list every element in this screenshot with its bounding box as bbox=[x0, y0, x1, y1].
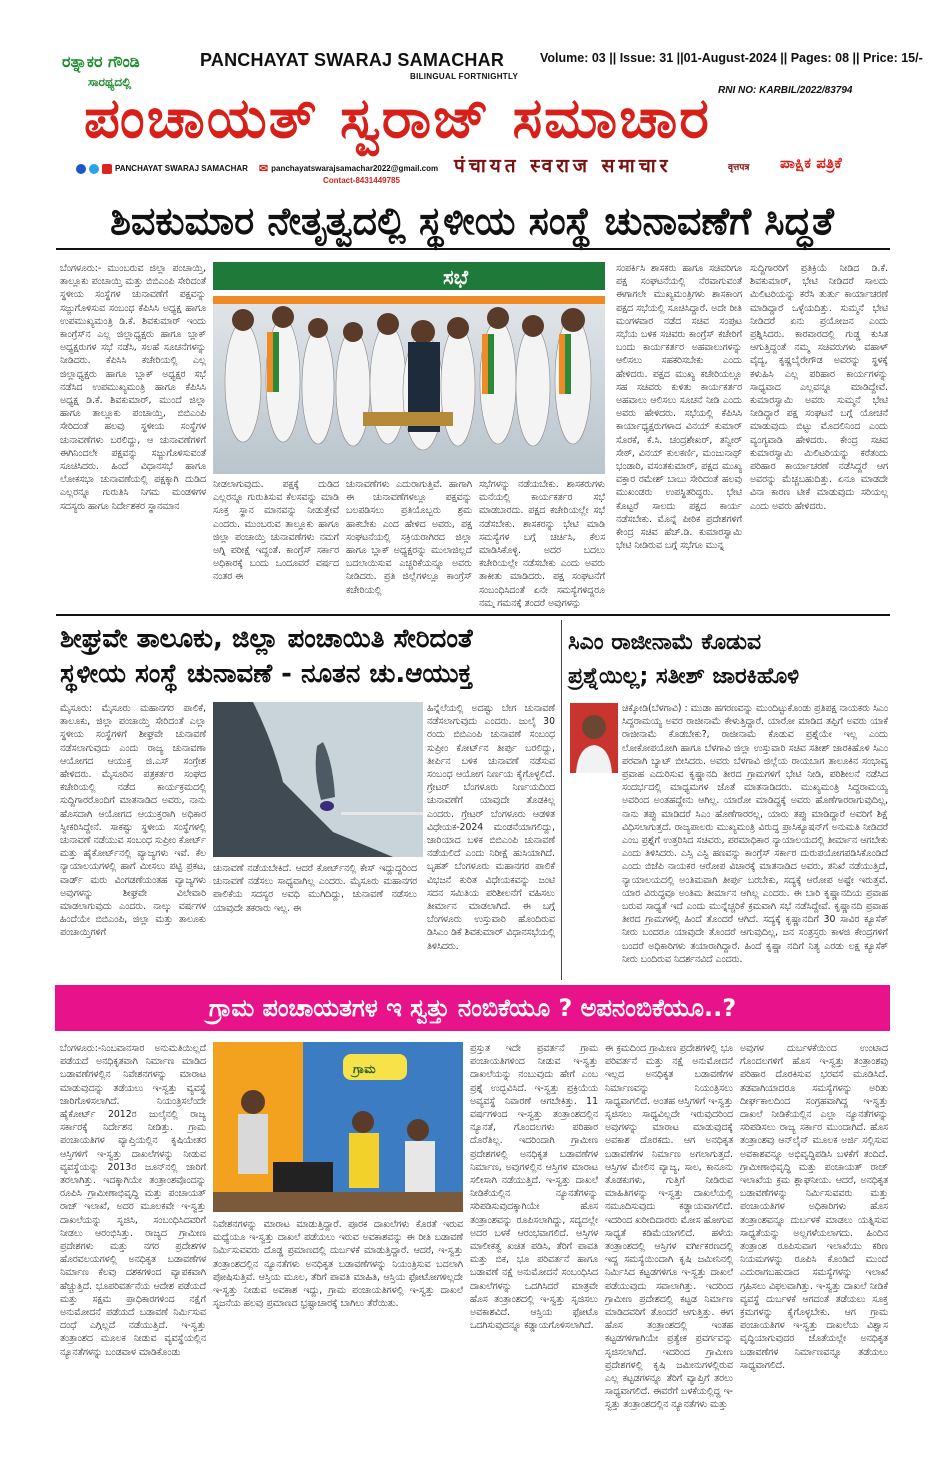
story1-col4: ಸಭೆಗಳನ್ನು ನಡೆಯಬೇಕು. ಶಾಸಕರುಗಳು ಮನೆಯಲ್ಲಿ ಕಾರ್ಯಕರ್ತರ ಸಭೆ ಮಾಡಬಾರದು. ಪಕ್ಷದ ಕಚೇರಿಯಲ್ಲೇ ಸಭೆ ನಡೆಸಬೇಕು. ಶಾಸಕರನ್ನು ಭೇಟಿ ಮಾಡಿ ಸಮಸ್ಯೆಗಳ ಬಗ್ಗೆ ಚರ್ಚಿಸಿ, ಕೆಲಸ ಮಾಡಿಸಿಕೊಳ್ಳಿ. ಅದರ ಬದಲು ಕಚೇರಿಯಲ್ಲೇ ನಡೆಸಬೇಕು ಎಂದು ಅವರು ತಾಕೀತು ಮಾಡಿದರು. ಪಕ್ಷ ಸಂಘಟನೆಗೆ ಸಂಬಂಧಿಸಿದಂತೆ ಏನೇ ಸಮಸ್ಯೆಗಳಿದ್ದರೂ ನಮ್ಮ ಗಮನಕ್ಕೆ ತಂದರೆ ಅವುಗಳನ್ನು bbox=[479, 479, 605, 608]
divider bbox=[56, 248, 890, 250]
story4-col4: ಈ ಕ್ರಮದಿಂದ ಗ್ರಾಮೀಣ ಪ್ರದೇಶಗಳಲ್ಲಿ ಭೂ ಪರಿವರ್ತನೆ ಮತ್ತು ನಕ್ಷೆ ಅನುಮೋದನೆ ಇಲ್ಲದ ಅನಧಿಕೃತ ಬಡಾವಣೆಗಳ ನಿರ್ಮಾಣವನ್ನು ನಿಯಂತ್ರಿಸಲು ಸಾಧ್ಯವಾಗಲಿದೆ. ಅಂತಹ ಆಸ್ತಿಗಳಿಗೆ ಇ-ಸ್ವತ್ತು ಸೃಜಿಸಲು ಸಾಧ್ಯವಿಲ್ಲದೇ ಇರುವುದರಿಂದ ಅವುಗಳನ್ನು ಮಾರಾಟ ಮಾಡುವುದಕ್ಕೆ ಅವಕಾಶ ದೊರಕದು. ಆಗ ಅನಧಿಕೃತ ಬಡಾವಣೆಗಳ ನಿರ್ಮಾಣ ಅಗಲಾಗುತ್ತದೆ. ಆಸ್ತಿಗಳ ಮೇಲಿನ ವ್ಯಾಜ್ಯ, ಸಾಲ, ಕಾನೂನು ತೊಡಕುಗಳು, ಗುತ್ತಿಗೆ ನೀಡಿರುವ ಮಾಹಿತಿಗಳನ್ನು ಇ-ಸ್ವತ್ತು ದಾಖಲೆಯಲ್ಲಿ ನಮೂದಿಸುವುದು ಕಡ್ಡಾಯವಾಗಲಿದೆ. ಇದರಿಂದ ಖರೀದಿದಾರರು ಮೋಸ ಹೋಗುವ ಸಾಧ್ಯತೆ ಕಡಿಮೆಯಾಗಲಿದೆ. ಹಳೆಯ ತಂತ್ರಾಂಶದಲ್ಲಿ ಆಸ್ತಿಗಳ ವರ್ಗೀಕರಣದಲ್ಲಿ ಇದ್ದ ಸಮಸ್ಯೆಯಿಂದಾಗಿ ಕೃಷಿ ಜಮೀನಿನಲ್ಲಿ ನಿರ್ಮಿಸಿದ ಕಟ್ಟಡಗಳಿಗೂ ಇ-ಸ್ವತ್ತು ದಾಖಲೆ ಪಡೆಯುವುದು ಸವಾಲಾಗಿತ್ತು. ಇದರಿಂದ ಗ್ರಾಮೀಣ ಪ್ರದೇಶದಲ್ಲಿ ಕಟ್ಟಡ ನಿರ್ಮಾಣ ಮಾಡಿದವರಿಗೆ ತೊಂದರೆ ಆಗುತ್ತಿತ್ತು. ಈಗ ಹೊಸ ತಂತ್ರಾಂಶದಲ್ಲಿ ಇಂತಹ ಕಟ್ಟಡಗಳಿಗಾಗಿಯೇ ಪ್ರತ್ಯೇಕ ಪ್ರವರ್ಗವನ್ನು ಸೃಜಿಸಲಾಗಿದೆ. ಇದರಿಂದ ಗ್ರಾಮೀಣ ಪ್ರದೇಶಗಳಲ್ಲಿ ಕೃಷಿ ಜಮೀನುಗಳಲ್ಲಿರುವ ಎಲ್ಲ ಕಟ್ಟಡಗಳನ್ನೂ ತೆರಿಗೆ ವ್ಯಾಪ್ತಿಗೆ ತರಲು ಸಾಧ್ಯವಾಗಲಿದೆ. ಈವರೆಗೆ ಬಳಕೆಯಲ್ಲಿದ್ದ ಇ-ಸ್ವತ್ತು ತಂತ್ರಾಂಶದಲ್ಲಿನ ನ್ಯೂನತೆಗಳು ಮತ್ತು bbox=[605, 1043, 733, 1411]
fortnightly-label: ಪಾಕ್ಷಿಕ ಪತ್ರಿಕೆ bbox=[780, 154, 842, 172]
story1-headline: ಶಿವಕುಮಾರ ನೇತೃತ್ವದಲ್ಲಿ ಸ್ಥಳೀಯ ಸಂಸ್ಥೆ ಚುನಾವಣೆಗೆ ಸಿದ್ಧತೆ bbox=[110, 199, 834, 243]
minister-portrait bbox=[570, 703, 618, 773]
social-links bbox=[76, 162, 438, 175]
twitter-icon[interactable] bbox=[89, 164, 99, 174]
story4-headline: ಗ್ರಾಮ ಪಂಚಾಯತಗಳ ಇ ಸ್ವತ್ತು ನಂಬಿಕೆಯೂ ? ಅಪನಂಬಿಕೆಯೂ..? bbox=[55, 985, 890, 1031]
story4-col1: ಬೆಂಗಳೂರು:-ನಿಂಬವಾನಸಾರ ಅನುಮತಿಯಿಲ್ಲದೆ ಪಡೆಯದೆ ಅನಧಿಕೃತವಾಗಿ ನಿರ್ಮಾಣ ಮಾಡಿದ ಬಡಾವಣೆಗಳಲ್ಲಿನ ನಿವೇಶನಗಳನ್ನು ಮಾರಾಟ ಮಾಡುವುದನ್ನು ತಡೆಯಲು ಇ-ಸ್ವತ್ತು ವ್ಯವಸ್ಥೆ ಜಾರಿಗೊಳಿಸಲಾಗಿದೆ. ನಿಯಂತ್ರಿಸಲೆಂದೇ ಹೈಕೋರ್ಟ್ 2012ರ ಜುಲೈನಲ್ಲಿ ರಾಜ್ಯ ಸರ್ಕಾರಕ್ಕೆ ನಿರ್ದೇಶನ ನೀಡಿತ್ತು. ಗ್ರಾಮ ಪಂಚಾಯತಿಗಳ ವ್ಯಾಪ್ತಿಯಲ್ಲಿನ ಕೃಷಿಯೇತರ ಆಸ್ತಿಗಳಿಗೆ ಇ-ಸ್ವತ್ತು ದಾಖಲೆಗಳನ್ನು ನೀಡುವ ವ್ಯವಸ್ಥೆಯನ್ನು 2013ರ ಜೂನ್‌ನಲ್ಲಿ ಜಾರಿಗೆ ತರಲಾಗಿತ್ತು. ಇದಕ್ಕಾಗಿಯೇ ತಂತ್ರಾಂಶವೊಂದನ್ನು ರೂಪಿಸಿ ಗ್ರಾಮೀಣಾಭಿವೃದ್ಧಿ ಮತ್ತು ಪಂಚಾಯತ್ ರಾಜ್ ಇಲಾಖೆ, ಅದರ ಮೂಲಕವೇ ಇ-ಸ್ವತ್ತು ದಾಖಲೆಯನ್ನು ಸೃಜಿಸಿ, ಸಂಬಂಧಿಸಿದವರಿಗೆ ನೀಡಲು ಆರಂಭಿಸಿತ್ತು. ರಾಜ್ಯದ ಗ್ರಾಮೀಣ ಪ್ರದೇಶಗಳು ಮತ್ತು ನಗರ ಪ್ರದೇಶಗಳ ಹೊರವಲಯಗಳಲ್ಲಿ ಅನಧಿಕೃತ ಬಡಾವಣೆಗಳ ನಿರ್ಮಾಣ ಕೆಲವು ದಶಕಗಳಿಂದ ವ್ಯಾಪಕವಾಗಿ ಹೆಚ್ಚುತ್ತಿದೆ. ಭೂಪರಿವರ್ತನೆಯ ಆದೇಶ ಪಡೆಯದೆ ಮತ್ತು ಸಕ್ಷಮ ಪ್ರಾಧಿಕಾರಗಳಿಂದ ನಕ್ಷೆಗೆ ಅನುಮೋದನೆ ಪಡೆಯದೆ ಬಡಾವಣೆ ನಿರ್ಮಿಸುವ ದಂಧೆ ಎಗ್ಗಿಲ್ಲದೆ ನಡೆಯುತ್ತಿದೆ. ಇ-ಸ್ವತ್ತು ತಂತ್ರಾಂಶದ ಮೂಲಕ ನೀಡುವ ವ್ಯವಸ್ಥೆಯಲ್ಲಿನ ನ್ಯೂನತೆಗಳನ್ನು ಬಂಡವಾಳ ಮಾಡಿಕೊಂಡು bbox=[60, 1043, 206, 1358]
issue-meta: Volume: 03 || Issue: 31 ||01-August-2024 || Pages: 08 || Price: 15/- bbox=[540, 51, 923, 65]
editor-role: ಸಾರಥ್ಯದಲ್ಲಿ bbox=[88, 75, 132, 89]
email-address[interactable]: panchayatswarajsamachar2022@gmail.com bbox=[271, 164, 439, 173]
editor-name: ರತ್ನಾಕರ ಗೌಂಡಿ bbox=[62, 52, 140, 71]
story1-col2: ನೀಡಲಾಗುವುದು. ಪಕ್ಷಕ್ಕೆ ದುಡಿದ ಎಲ್ಲರನ್ನೂ ಗುರುತಿಸುವ ಕೆಲಸವನ್ನು ಮಾಡಿ ಸೂಕ್ತ ಸ್ಥಾನ ಮಾನವನ್ನು ನೀಡುತ್ತೇವೆ ಎಂದರು. ಮುಂಬರುವ ತಾಲ್ಲೂಕು ಹಾಗೂ ಜಿಲ್ಲಾ ಪಂಚಾಯ್ತಿ ಚುನಾವಣೆಗಳು ನಮಗೆ ಅಗ್ನಿ ಪರೀಕ್ಷೆ ಇದ್ದಂತೆ. ಕಾಂಗ್ರೆಸ್ ಸರ್ಕಾರ ಅಧಿಕಾರಕ್ಕೆ ಬಂದು ಒಂದೂವರೆ ವರ್ಷದ ನಂತರ ಈ bbox=[213, 479, 339, 583]
story2-col2: ಚುನಾವಣೆ ನಡೆಯಬೇಕಿದೆ. ಆದರೆ ಕೋರ್ಟ್‌ನಲ್ಲಿ ಕೇಸ್ ಇದ್ದುದ್ದರಿಂದ ಚುನಾವಣೆ ನಡೆಸಲು ಸಾಧ್ಯವಾಗಿಲ್ಲ ಎಂದರು. ಮೈಸೂರು ಮಹಾನಗರ ಪಾಲಿಕೆಯ ಸದಸ್ಯರ ಅವಧಿ ಮುಗಿದಿದ್ದು, ಚುನಾವಣೆ ನಡೆಸಲು ಯಾವುದೇ ತಕರಾರು ಇಲ್ಲ. ಈ bbox=[213, 863, 417, 914]
divider bbox=[561, 620, 562, 980]
hindi-title: पंचायत स्वराज समाचार bbox=[454, 155, 672, 177]
kannada-title: ಪಂಚಾಯತ್ ಸ್ವರಾಜ್ ಸಮಾಚಾರ bbox=[84, 86, 711, 151]
story2-col3: ಹಿನ್ನೆಲೆಯಲ್ಲಿ ಅದಷ್ಟು ಬೇಗ ಚುನಾವಣೆ ನಡೆಸಲಾಗುವುದು ಎಂದರು. ಜುಲೈ 30 ರಂದು ಬಿಬಿಎಂಪಿ ಚುನಾವಣೆ ಸಂಬಂಧ ಸುಪ್ರೀಂ ಕೋರ್ಟ್‌ನ ತೀರ್ಪು ಬರಲಿದ್ದು, ತೀರ್ಪಿನ ಬಳಿಕ ಚುನಾವಣೆ ನಡೆಸುವ ಸಂಬಂಧ ಆಯೋಗ ನಿರ್ಣಯ ಕೈಗೊಳ್ಳಲಿದೆ. ಗ್ರೇಟರ್ ಬೆಂಗಳೂರು ನಿರ್ಣಯದಿಂದ ಚುನಾವಣೆಗೆ ಯಾವುದೇ ತೊಡಕಿಲ್ಲ ಎಂದರು. ಗ್ರೇಟರ್ ಬೆಂಗಳೂರು ಆಡಳಿತ ವಿಧೇಯಕ-2024 ಮಂಡನೆಯಾಗಲಿದ್ದು, ಜಾರಿಯಾದ ಬಳಿಕ ಬಿಬಿಎಂಪಿ ಚುನಾವಣೆ ನಡೆಯಲಿದೆ ಎಂದು ನಿರೀಕ್ಷೆ ಹುಸಿಯಾಗಿದೆ. ಬೃಹತ್ ಬೆಂಗಳೂರು ಮಹಾನಗರ ಪಾಲಿಕೆ ವಿಭಜನೆ ಕುರಿತ ವಿಧೇಯಕವನ್ನು ಜಂಟಿ ಸದನ ಸಮಿತಿಯ ಪರಿಶೀಲನೆಗೆ ವಹಿಸಲು ತೀರ್ಮಾನ ಮಾಡಲಾಗಿದೆ. ಈ ಬಗ್ಗೆ ಬೆಂಗಳೂರು ಉಸ್ತುವಾರಿ ಹೊಂದಿರುವ ಡಿಸಿಎಂ ಡಿಕೆ ಶಿವಕುಮಾರ್ ವಿಧಾನಸಭೆಯಲ್ಲಿ ತಿಳಿಸಿದರು. bbox=[427, 703, 555, 952]
photo-sign-text: ಗ್ರಾಮ bbox=[353, 1062, 376, 1076]
contact-number: Contact-8431449785 bbox=[323, 176, 400, 185]
story1-col6: ಸುದ್ದಿಗಾರರಿಗೆ ಪ್ರತಿಕ್ರಿಯೆ ನೀಡಿದ ಡಿ.ಕೆ. ಶಿವಕುಮಾರ್, ಭೇಟಿ ನೀಡಿದರೆ ಸಾಲದು ಮಿಲಿಟರಿಯನ್ನು ಕರೆಸಿ ತುರ್ತು ಕಾರ್ಯಾಚರಣೆ ಮಾಡಿದ್ದಾರೆ ಒಳ್ಳೆಯದಿತ್ತು. ಸುಮ್ಮನೆ ಭೇಟಿ ನೀಡಿದರೆ ಏನು ಪ್ರಯೋಜನ ಎಂದು ಪ್ರಶ್ನಿಸಿದರು. ಕಾರವಾರದಲ್ಲಿ ಗುಡ್ಡ ಕುಸಿತ ಆಗುತ್ತಿದ್ದಂತೆ ನಮ್ಮ ಸಚಿವರುಗಳು ವಹಾಳ್ ವೈದ್ಯ, ಕೃಷ್ಣಬೈರೇಗೌಡ ಅವರನ್ನು ಸ್ಥಳಕ್ಕೆ ಕಳುಹಿಸಿ ಎಲ್ಲ ಪರಿಹಾರ ಕಾರ್ಯಗಳನ್ನು ಸಾಧ್ಯವಾದ ಎಲ್ಲವನ್ನೂ ಮಾಡಿದ್ದೇವೆ. ಕುಮಾರಸ್ವಾಮಿ ಅವರು ಸುಮ್ಮನೆ ಭೇಟಿ ನೀಡಿದ್ದಾರೆ ಪಕ್ಷ ಸಂಘಟನೆ ಬಗ್ಗೆ ಯೋಚನೆ ಮಾಡುವುದು ಬಿಟ್ಟು ಮೊದಲಿನಿಂದ ಎಂದು ವ್ಯಂಗ್ಯವಾಡಿ ಹೇಳಿದರು. ಕೇಂದ್ರ ಸಚಿವ ಕುಮಾರಸ್ವಾಮಿ ಮಿಲಿಟರಿಯನ್ನು ಕರೆತಂದು ಪರಿಹಾರ ಕಾರ್ಯಾಚರಣೆ ನಡೆಸಿದ್ದರೆ ಆಗ ಅವರನ್ನು ಮೆಚ್ಚಬಹುದಿತ್ತು. ಏನೂ ಮಾಡದೇ ವಿನಾ ಕಾರಣ ಟೀಕೆ ಮಾಡುವುದು ಸರಿಯಲ್ಲ ಎಂದು ಅವರು ಹೇಳಿದರು. bbox=[750, 263, 888, 512]
story2-photo bbox=[213, 702, 423, 857]
mail-icon: ✉ bbox=[258, 163, 269, 175]
bilingual-label: BILINGUAL FORTNIGHTLY bbox=[410, 72, 519, 81]
story1-col3: ಚುನಾವಣೆಗಳು ಎದುರಾಗುತ್ತಿವೆ. ಹಾಗಾಗಿ ಈ ಚುನಾವಣೆಗಳಲ್ಲೂ ಪಕ್ಷವನ್ನು ಬಲಪಡಿಸಲು ಪ್ರತಿಯೊಬ್ಬರು ಶ್ರಮ ಹಾಕಬೇಕು ಎಂದ ಹೇಳಿದ ಅವರು, ಪಕ್ಷ ಸಂಘಟನೆಯಲ್ಲಿ ಸಕ್ರಿಯರಾಗಿರದ ಜಿಲ್ಲಾ ಹಾಗೂ ಬ್ಲಾಕ್ ಅಧ್ಯಕ್ಷರನ್ನು ಮುಲಾಜಿಲ್ಲದೆ ಬದಲಾಯಿಸುವ ಎಚ್ಚರಿಕೆಯನ್ನೂ ಅವರು ನೀಡಿದರು. ಪ್ರತಿ ಜಿಲ್ಲೆಗಳಲ್ಲೂ ಕಾಂಗ್ರೆಸ್ ಕಚೇರಿಯಲ್ಲಿ bbox=[346, 479, 472, 596]
facebook-icon[interactable] bbox=[76, 164, 86, 174]
divider bbox=[56, 614, 890, 616]
story3-headline-line1: ಸಿಎಂ ರಾಜೀನಾಮೆ ಕೊಡುವ bbox=[568, 630, 762, 655]
story2-headline-line1: ಶೀಘ್ರವೇ ತಾಲೂಕು, ಜಿಲ್ಲಾ ಪಂಚಾಯಿತಿ ಸೇರಿದಂತೆ bbox=[60, 624, 473, 654]
story2-headline-line2: ಸ್ಥಳೀಯ ಸಂಸ್ಥೆ ಚುನಾವಣೆ - ನೂತನ ಚು.ಆಯುಕ್ತ bbox=[60, 659, 473, 689]
story4-col5: ಅವುಗಳ ದುರ್ಬಳಕೆಯಿಂದ ಉಂಟಾದ ಗೊಂದಲಗಳಿಗೆ ಹೊಸ ಇ-ಸ್ವತ್ತು ತಂತ್ರಾಂಶವು ಪರಿಹಾರ ದೊರಕಿಸುವ ಭರವಸೆ ಮೂಡಿಸಿದೆ. ತಡವಾಗಿಯಾದರೂ ಸಮಸ್ಯೆಗಳನ್ನು ಅರಿತು ದೀರ್ಘಕಾಲದಿಂದ ಸಂಗ್ರಹವಾಗಿದ್ದ ಇ-ಸ್ವತ್ತು ದಾಖಲೆ ನೀಡಿಕೆಯಲ್ಲಿನ ಎಲ್ಲಾ ನ್ಯೂನತೆಗಳನ್ನು ಸರಿಪಡಿಸಲು ರಾಜ್ಯ ಸರ್ಕಾರ ಮುಂದಾಗಿದೆ. ಹೊಸ ತಂತ್ರಾಂಶವು ಆನ್‌ಲೈನ್ ಮೂಲಕ ಅರ್ಜಿ ಸಲ್ಲಿಸುವ ಅವಕಾಶವನ್ನೂ ಅಭಿವೃದ್ಧಿಪಡಿಸಿ ಬಳಕೆಗೆ ತಂದಿದೆ. ಗ್ರಾಮೀಣಾಭಿವೃದ್ಧಿ ಮತ್ತು ಪಂಚಾಯತ್ ರಾಜ್ ಇಲಾಖೆಯ ಕ್ರಮ ಶ್ಲಾಘನೀಯ. ಆದರೆ, ಅನಧಿಕೃತ ಬಡಾವಣೆಗಳನ್ನು ನಿರ್ಮಿಸುವವರು ಮತ್ತು ಪಂಚಾಯತಿಗಳ ಅಧಿಕಾರಿಗಳು ಹೊಸ ತಂತ್ರಾಂಶವನ್ನೂ ದುರ್ಬಳಕೆ ಮಾಡಲು ಯತ್ನಿಸುವ ಸಾಧ್ಯತೆಯನ್ನು ಅಲ್ಲಗಳೆಯಲಾಗದು. ಹಿಂದಿನ ತಂತ್ರಾಂಶ ರೂಪಿಸುವಾಗ ಇಲಾಖೆಯು ಕಠಿಣ ನಿಯಮಗಳನ್ನು ರೂಪಿಸಿ ಕೊಂಡಿದೆ ಮುಂದೆ ಎದುರಾಗಬಹುದಾದ ಸಮಸ್ಯೆಗಳನ್ನು ಇಲಾಖೆ ಗ್ರಹಿಸಲು ವಿಫಲವಾಗಿತ್ತು. ಇ-ಸ್ವತ್ತು ದಾಖಲೆ ನೀಡಿಕೆ ವ್ಯವಸ್ಥೆ ದುರ್ಬಳಕೆ ಆಗದಂತೆ ತಡೆಯಲು ಸೂಕ್ತ ಕ್ರಮಗಳನ್ನು ಕೈಗೊಳ್ಳಬೇಕು. ಆಗ ಗ್ರಾಮ ಪಂಚಾಯತಿಗಳ ಇ-ಸ್ವತ್ತು ದಾಖಲೆಯ ವಿಶ್ವಾಸ ವೃದ್ಧಿಯಾಗುವುದರ ಜೊತೆಯಲ್ಲೇ ಅನಧಿಕೃತ ಬಡಾವಣೆಗಳ ನಿರ್ಮಾಣವನ್ನೂ ತಡೆಯಲು ಸಾಧ್ಯವಾಗಲಿದೆ. bbox=[740, 1043, 888, 1371]
story3-body: ಚಿಕ್ಕೋಡಿ(ಬೆಳಗಾವಿ) : ಮುಡಾ ಹಗರಣವನ್ನು ಮುಂದಿಟ್ಟುಕೊಂಡು ಪ್ರತಿಪಕ್ಷ ನಾಯಕರು ಸಿಎಂ ಸಿದ್ದರಾಮಯ್ಯ ಅವರ ರಾಜೀನಾಮೆ ಕೇಳುತ್ತಿದ್ದಾರೆ. ಯಾರೋ ಮಾಡಿದ ತಪ್ಪಿಗೆ ಅವರು ಯಾಕೆ ರಾಜೀನಾಮೆ ಕೊಡಬೇಕು?, ರಾಜೀನಾಮೆ ಕೊಡುವ ಪ್ರಶ್ನೆಯೇ ಇಲ್ಲ ಎಂದು ಲೋಕೋಪಯೋಗಿ ಹಾಗೂ ಬೆಳಗಾವಿ ಜಿಲ್ಲಾ ಉಸ್ತುವಾರಿ ಸಚಿವ ಸತೀಶ್ ಜಾರಕಿಹೊಳಿ ಸಿಎಂ ಪರವಾಗಿ ಬ್ಯಾಟ್ ಬೀಸಿದರು. ಅವರು ಬೆಳಗಾವಿ ಜಿಲ್ಲೆಯ ರಾಯಬಾಗ ತಾಲೂಕಿನ ಸಂಭಾವ್ಯ ಪ್ರವಾಹ ಎದುರಿಸುವ ಕೃಷ್ಣಾನದಿ ತೀರದ ಗ್ರಾಮಗಳಿಗೆ ಭೇಟಿ ನೀಡಿ, ಪರಿಶೀಲನೆ ನಡೆಸಿದ ಸಂದರ್ಭದಲ್ಲಿ ಮಾಧ್ಯಮಗಳ ಜೊತೆ ಮಾತನಾಡಿದರು. ಮುಖ್ಯಮಂತ್ರಿ ಸಿದ್ದರಾಮಯ್ಯ ಅವರಿಂದ ಅಂತಹದ್ದೇನು ಆಗಿಲ್ಲ. ಯಾರೋ ಮಾಡಿದ್ದಕ್ಕೆ ಅವರು ಹೊಣೆಗಾರರಾಗುವುದಿಲ್ಲ, ನಾನು ತಪ್ಪು ಮಾಡಿದರೆ ಸಿಎಂ ಹೊಣೆಗಾರರಲ್ಲ, ಯಾರು ತಪ್ಪು ಮಾಡಿದ್ದಾರೆ ಅವರಿಗೆ ಶಿಕ್ಷೆ ವಿಧಿಸಲಾಗುತ್ತದೆ. ರಾಜ್ಯಪಾಲರು ಮುಖ್ಯಮಂತ್ರಿ ವಿರುದ್ಧ ಪ್ರಾಸಿಕ್ಯೂಷನ್‌ಗೆ ಅನುಮತಿ ನೀಡಿದರೆ ಎಂಬ ಪ್ರಶ್ನೆಗೆ ಉತ್ತರಿಸಿದ ಸಚಿವರು, ಪರಮಾಧಿಕಾರ ನ್ಯಾಯಾಲಯದಲ್ಲಿ ತೀರ್ಮಾನ ಆಗಬೇಕು ಎಂದು ತಿಳಿಸಿದರು. ಎಸ್ಸಿ ಎಸ್ಟಿ ಹಣವನ್ನು ಕಾಂಗ್ರೆಸ್ ಸರ್ಕಾರ ದುರುಪಯೋಗಪಡಿಸಿಕೊಂಡಿದೆ ಎಂದು ಬಿಜೆಪಿ ನಾಯಕರ ಆರೋಪ ವಿಚಾರಕ್ಕೆ ಮಾತನಾಡಿದ ಅವರು, ತನಿಖೆ ನಡೆಯುತ್ತಿದೆ, ನ್ಯಾಯಾಲಯದಲ್ಲಿ ಅಂತಿಮವಾಗಿ ತೀರ್ಪು ಬರಬೇಕು, ಸದ್ಯಕ್ಕೆ ಆರೋಪ ಅಷ್ಟೇ ಇರುತ್ತವೆ. ಯಾರ ವಿರುದ್ಧವೂ ಅಂತಿಮ ತೀರ್ಮಾನ ಆಗಿಲ್ಲ ಎಂದರು. ಈ ಬಾರಿ ಕೃಷ್ಣಾನದಿಯ ಪ್ರವಾಹ ಬರುವ ಸಾಧ್ಯತೆ ಇದೆ ಎಂದು ಮುನ್ನೆಚ್ಚರಿಕೆ ಕ್ರಮವಾಗಿ ಸಭೆ ನಡೆಸಿದ್ದೇವೆ. ಕೃಷ್ಣಾನದಿ ಪ್ರವಾಹ ತೀರದ ಗ್ರಾಮಗಳಲ್ಲಿ ಹಿಂದೆ ತೊಂದರೆ ಆಗಿದೆ. ಸದ್ಯಕ್ಕೆ ಕೃಷ್ಣಾನದಿಗೆ 30 ಸಾವಿರ ಕ್ಯೂಸೆಕ್ ನೀರು ಬಂದರೂ ಯಾವುದೇ ತೊಂದರೆ ಆಗುವುದಿಲ್ಲ, ಜನ ಸಂತ್ರಸ್ತರು ಕಾಳಜಿ ಕೇಂದ್ರಗಳಿಗೆ ಬಂದರೆ ಅಧಿಕಾರಿಗಳು ತಯಾರಾಗಿದ್ದಾರೆ. ಹಿಂದೆ ಕೃಷ್ಣಾ ನದಿಗೆ ನಿತ್ಯ ಎರಡು ಲಕ್ಷ ಕ್ಯೂಸೆಕ್ ನೀರು ಬಂದಿರುವ ನಿದರ್ಶನವಿದೆ ಎಂದರು. bbox=[622, 703, 888, 965]
story4-photo bbox=[213, 1042, 463, 1212]
photo-banner-text: ಸಭೆ bbox=[443, 265, 469, 289]
story1-photo bbox=[213, 262, 605, 474]
hindi-subtitle: वृत्तपत्र bbox=[728, 163, 750, 173]
english-title: PANCHAYAT SWARAJ SAMACHAR bbox=[200, 50, 505, 70]
story1-col1: ಬೆಂಗಳೂರು:- ಮುಂಬರುವ ಜಿಲ್ಲಾ ಪಂಚಾಯ್ತಿ, ತಾಲ್ಲೂಕು ಪಂಚಾಯ್ತಿ ಮತ್ತು ಬಿಬಿಎಂಪಿ ಸೇರಿದಂತೆ ಸ್ಥಳೀಯ ಸಂಸ್ಥೆಗಳ ಚುನಾವಣೆಗೆ ಪಕ್ಷವನ್ನು ಸಜ್ಜುಗೊಳಿಸುವ ಸಂಬಂಧ ಕೆಪಿಸಿಸಿ ಅಧ್ಯಕ್ಷ ಹಾಗೂ ಉಪಮುಖ್ಯಮಂತ್ರಿ ಡಿ.ಕೆ. ಶಿವಕುಮಾರ್ ಇಂದು ಕಾಂಗ್ರೆಸ್‌ನ ಎಲ್ಲ ಜಿಲ್ಲಾಧ್ಯಕ್ಷರು ಹಾಗೂ ಬ್ಲಾಕ್ ಅಧ್ಯಕ್ಷರುಗಳ ಸಭೆ ನಡೆಸಿ, ಸಲಹೆ ಸೂಚನೆಗಳನ್ನು ನೀಡಿದರು. ಕೆಪಿಸಿಸಿ ಕಚೇರಿಯಲ್ಲಿ ಎಲ್ಲ ಜಿಲ್ಲಾಧ್ಯಕ್ಷರು ಹಾಗೂ ಬ್ಲಾಕ್ ಅಧ್ಯಕ್ಷರ ಸಭೆ ನಡೆಸಿದ ಉಪಮುಖ್ಯಮಂತ್ರಿ ಹಾಗೂ ಕೆಪಿಸಿಸಿ ಅಧ್ಯಕ್ಷ ಡಿ.ಕೆ. ಶಿವಕುಮಾರ್, ಮುಂದೆ ಜಿಲ್ಲಾ ಹಾಗೂ ತಾಲ್ಲೂಕು ಪಂಚಾಯ್ತಿ, ಬಿಬಿಎಂಪಿ ಸೇರಿದಂತೆ ಹಲವು ಸ್ಥಳೀಯ ಸಂಸ್ಥೆಗಳ ಚುನಾವಣೆಗಳು ಬರಲಿದ್ದು, ಆ ಚುನಾವಣೆಗಳಿಗೆ ಈಗಿನಿಂದಲೇ ಪಕ್ಷವನ್ನು ಸಜ್ಜುಗೊಳಿಸುವಂತೆ ಸೂಚಿಸಿದರು. ಹಿಂದೆ ವಿಧಾನಸಭೆ ಹಾಗೂ ಲೋಕಸಭಾ ಚುನಾವಣೆಯಲ್ಲಿ ಪಕ್ಷಕ್ಕಾಗಿ ದುಡಿದ ಎಲ್ಲರನ್ನೂ ಗುರುತಿಸಿ ನಿಗಮ ಮಂಡಳಿಗಳ ಸದಸ್ಯರು ಹಾಗೂ ನಿರ್ದೇಶಕರ ಸ್ಥಾನಮಾನ bbox=[60, 263, 206, 512]
rni-number: RNI NO: KARBIL/2022/83794 bbox=[718, 85, 853, 96]
story3-headline-line2: ಪ್ರಶ್ನೆಯಿಲ್ಲ; ಸತೀಶ್ ಜಾರಕಿಹೊಳಿ bbox=[568, 664, 800, 689]
youtube-icon[interactable] bbox=[102, 164, 112, 174]
social-handle[interactable]: PANCHAYAT SWARAJ SAMACHAR bbox=[115, 164, 248, 173]
story4-col3: ಪ್ರಸ್ತುತ ಇದೇ ಪ್ರವರ್ತನೆ ಗ್ರಾಮ ಪಂಚಾಯತಿಗಳಿಂದ ನೀಡುವ ಇ-ಸ್ವತ್ತು ದಾಖಲೆಯನ್ನು ನಂಬುವುದು ಹೇಗೆ ಎಂಬ ಪ್ರಶ್ನೆ ಉದ್ಭವಿಸಿದೆ. ಇ-ಸ್ವತ್ತು ಪ್ರಕ್ರಿಯೆಯ ಅವ್ಯವಸ್ಥೆ ನಿವಾರಣೆ ಆಗಬೇಕಿತ್ತು. 11 ವರ್ಷಗಳಿಂದ ಇ-ಸ್ವತ್ತು ತಂತ್ರಾಂಶದಲ್ಲಿನ ನ್ಯೂನತೆ, ಗೊಂದಲಗಳು ಪರಿಹಾರ ದೊರೆತಿಲ್ಲ. ಇದರಿಂದಾಗಿ ಗ್ರಾಮೀಣ ಪ್ರದೇಶಗಳಲ್ಲಿ ಅನಧಿಕೃತ ಬಡಾವಣೆಗಳ ನಿರ್ಮಾಣ, ಅವುಗಳಲ್ಲಿನ ಆಸ್ತಿಗಳ ಮಾರಾಟ ಸಲೀಸಾಗಿ ನಡೆಯುತ್ತಿದೆ. ಇ-ಸ್ವತ್ತು ದಾಖಲೆ ನೀಡಿಕೆಯಲ್ಲಿನ ನ್ಯೂನತೆಗಳನ್ನು ಸರಿಪಡಿಸುವುದಕ್ಕಾಗಿಯೇ ಹೊಸ ತಂತ್ರಾಂಶವನ್ನು ರೂಪಿಸಲಾಗಿದ್ದು, ಸದ್ಯದಲ್ಲೇ ಅದರ ಬಳಕೆ ಆರಂಭವಾಗಲಿದೆ. ಆಸ್ತಿಗಳ ಮಾಲೀಕತ್ವ ಖಚಿತ ಪಡಿಸಿ, ತೆರಿಗೆ ಪಾವತಿ ಮತ್ತು ಬಿಕ, ಭೂ ಪರಿವರ್ತನೆ ಹಾಗೂ ಬಡಾವಣೆ ನಕ್ಷೆ ಅನುಮೋದನೆ ಸಂಬಂಧಿಸಿದ ದಾಖಲೆಗಳನ್ನು ಒದಗಿಸಿದರೆ ಮಾತ್ರವೇ ಹೊಸ ತಂತ್ರಾಂಶದಲ್ಲಿ ಇ-ಸ್ವತ್ತು ಸೃಜಿಸಲು ಅವಕಾಶವಿದೆ. ಆಸ್ತಿಯ ಫೋಟೊ ಒದಗಿಸುವುದನ್ನೂ ಕಡ್ಡಾಯಗೊಳಿಸಲಾಗಿದೆ. bbox=[470, 1043, 598, 1332]
masthead bbox=[0, 0, 945, 190]
story2-col1: ಮೈಸೂರು: ಮೈಸೂರು ಮಹಾನಗರ ಪಾಲಿಕೆ, ತಾಲೂಕು, ಜಿಲ್ಲಾ ಪಂಚಾಯ್ತಿ ಸೇರಿದಂತೆ ಎಲ್ಲಾ ಸ್ಥಳೀಯ ಸಂಸ್ಥೆಗಳಿಗೆ ಶೀಘ್ರವೇ ಚುನಾವಣೆ ನಡೆಸಲಾಗುವುದು ಎಂದು ರಾಜ್ಯ ಚುನಾವಣಾ ಆಯೋಗದ ಆಯುಕ್ತ ಜಿ.ಎಸ್ ಸಂಗ್ರೇಶ ಹೇಳಿದರು. ಮೈಸೂರಿನ ಪತ್ರಕರ್ತರ ಸಂಘದ ಕಚೇರಿಯಲ್ಲಿ ನಡೆದ ಕಾರ್ಯಕ್ರಮದಲ್ಲಿ ಸುದ್ದಿಗಾರರೊಂದಿಗೆ ಮಾತನಾಡಿದ ಅವರು, ನಾನು ಹೊಸದಾಗಿ ಆಯೋಗದ ಆಯುಕ್ತರಾಗಿ ಅಧಿಕಾರ ಸ್ವೀಕರಿಸಿದ್ದೇನೆ. ಸಾಕಷ್ಟು ಸ್ಥಳೀಯ ಸಂಸ್ಥೆಗಳಲ್ಲಿ ಚುನಾವಣೆ ನಡೆಯುವ ಸಂಬಂಧ ಸುಪ್ರೀಂ ಕೋರ್ಟ್ ಮತ್ತು ಹೈಕೋರ್ಟ್‌ನಲ್ಲಿ ವ್ಯಾಜ್ಯಗಳು ಇವೆ. ಕೆಲ ನ್ಯಾಯಾಲಯಗಳಲ್ಲಿ ಹಾಗೆ ಮೀಸಲು ಪಟ್ಟಿ ಪ್ರಕಟ, ವಾರ್ಡ್ ಮರು ವಿಂಗಡಣೆಯಂತಹ ವ್ಯಾಜ್ಯಗಳು ಅವುಗಳನ್ನು ಶೀಘ್ರವೇ ವಿಲೇವಾರಿ ಮಾಡಲಾಗುವುದು ಎಂದರು. ನಾಲ್ಕು ವರ್ಷಗಳ ಹಿಂದೆಯೇ ಬಿಬಿಎಂಪಿ, ಜಿಲ್ಲಾ ಮತ್ತು ತಾಲೂಕು ಪಂಚಾಯ್ತಿಗಳಿಗೆ bbox=[60, 703, 206, 939]
story1-col5: ಸಂಪರ್ಕಿಸಿ ಶಾಸಕರು ಹಾಗೂ ಸಚಿವರಿಗೂ ಪಕ್ಷ ಸಂಘಟನೆಯಲ್ಲಿ ನೆರವಾಗುವಂತೆ ಈಗಾಗಲೇ ಮುಖ್ಯಮಂತ್ರಿಗಳು ಶಾಸಕಾಂಗ ಪಕ್ಷದ ಸಭೆಯಲ್ಲಿ ಸೂಚಿಸಿದ್ದಾರೆ. ಅದೇ ರೀತಿ ಮಂಗಳವಾರ ನಡೆದ ಸಚಿವ ಸಂಪುಟ ಸಭೆಯ ಬಳಿಕ ಸಚಿವರು ಕಾಂಗ್ರೆಸ್ ಕಚೇರಿಗೆ ಬಂದು ಕಾರ್ಯಕರ್ತರ ಅಹವಾಲುಗಳನ್ನು ಆಲಿಸಲು ಸಹಕರಿಸಬೇಕು ಎಂದು ಹೇಳಿದರು. ಪಕ್ಷದ ಮುಖ್ಯ ಕಚೇರಿಯಲ್ಲೂ ಸಹ ಸಚಿವರು ಕುಳಿತು ಕಾರ್ಯಕರ್ತರ ಅಹವಾಲು ಆಲಿಸಲು ಸೂಚನೆ ನೀಡಿ ಎಂದು ಅವರು ಹೇಳಿದರು. ಸಭೆಯಲ್ಲಿ ಕೆಪಿಸಿಸಿ ಕಾರ್ಯಾಧ್ಯಕ್ಷರುಗಳಾದ ವಿನಯ್ ಕುಮಾರ್ ಸೊರಕೆ, ಕೆ.ಸಿ. ಚಂದ್ರಶೇಖರ್, ತನ್ವೀರ್ ಸೇಠ್, ವಿನಯ್ ಕುಲಕರ್ಣಿ, ಮಂಜುನಾಥ್ ಭಂಡಾರಿ, ವಸಂತಕುಮಾರ್, ಪಕ್ಷದ ಮುಖ್ಯ ವಕ್ತಾರ ರಮೇಶ್ ಬಾಬು ಸೇರಿದಂತೆ ಹಲವು ಮುಖಂಡರು ಉಪಸ್ಥಿತರಿದ್ದರು. ಭೇಟಿ ಕೊಟ್ಟರೆ ಸಾಲದು ಪಕ್ಷದ ಕಾರ್ಯ ನಡೆಸಬೇಕು. ಮೊನ್ನೆ ಪೀಠಿಕ ಪ್ರದೇಶಗಳಿಗೆ ಕೇಂದ್ರ ಸಚಿವ ಹೆಚ್.ಡಿ. ಕುಮಾರಸ್ವಾಮಿ ಭೇಟಿ ನೀಡಿರುವ ಬಗ್ಗೆ ಸಭೆಗೂ ಮುನ್ನ bbox=[616, 263, 742, 552]
story4-col2: ನಿವೇಶನಗಳನ್ನು ಮಾರಾಟ ಮಾಡುತ್ತಿದ್ದಾರೆ. ಪೂರಕ ದಾಖಲೆಗಳು ಕೊರತೆ ಇರುವ ಮಧ್ಯೆಯೂ ಇ-ಸ್ವತ್ತು ದಾಖಲೆ ಪಡೆಯಲು ಇರುವ ಅವಕಾಶವನ್ನು ಈ ರೀತಿ ಬಡಾವಣೆ ನಿರ್ಮಿಸುವವರು ದೊಡ್ಡ ಪ್ರಮಾಣದಲ್ಲಿ ದುರ್ಬಳಕೆ ಮಾಡುತ್ತಿದ್ದಾರೆ. ಆದರೆ, ಇ-ಸ್ವತ್ತು ತಂತ್ರಾಂಶದಲ್ಲಿನ ನ್ಯೂನತೆಗಳು ಅನಧಿಕೃತ ಬಡಾವಣೆಗಳನ್ನು ನಿಯಂತ್ರಿಸುವ ಬದಲಾಗಿ ಪೋಷಿಸುತ್ತಿವೆ. ಆಸ್ತಿಯ ಮೂಲ, ತೆರಿಗೆ ಪಾವತಿ ಮಾಹಿತಿ, ಆಸ್ತಿಯ ಫೋಟೋಗಳಿಲ್ಲದೇ ಇ-ಸ್ವತ್ತು ನೀಡುವ ಅವಕಾಶ ಇದ್ದು, ಗ್ರಾಮ ಪಂಚಾಯತಿಗಳಲ್ಲಿ ಇ-ಸ್ವತ್ತು ದಾಖಲೆ ಸೃಜನೆಯ ಹಲವು ಪ್ರಮಾಣದ ಭ್ರಷ್ಟಾಚಾರಕ್ಕೆ ಬಾಗಿಲು ತೆರೆಯಿತು. bbox=[213, 1219, 463, 1310]
